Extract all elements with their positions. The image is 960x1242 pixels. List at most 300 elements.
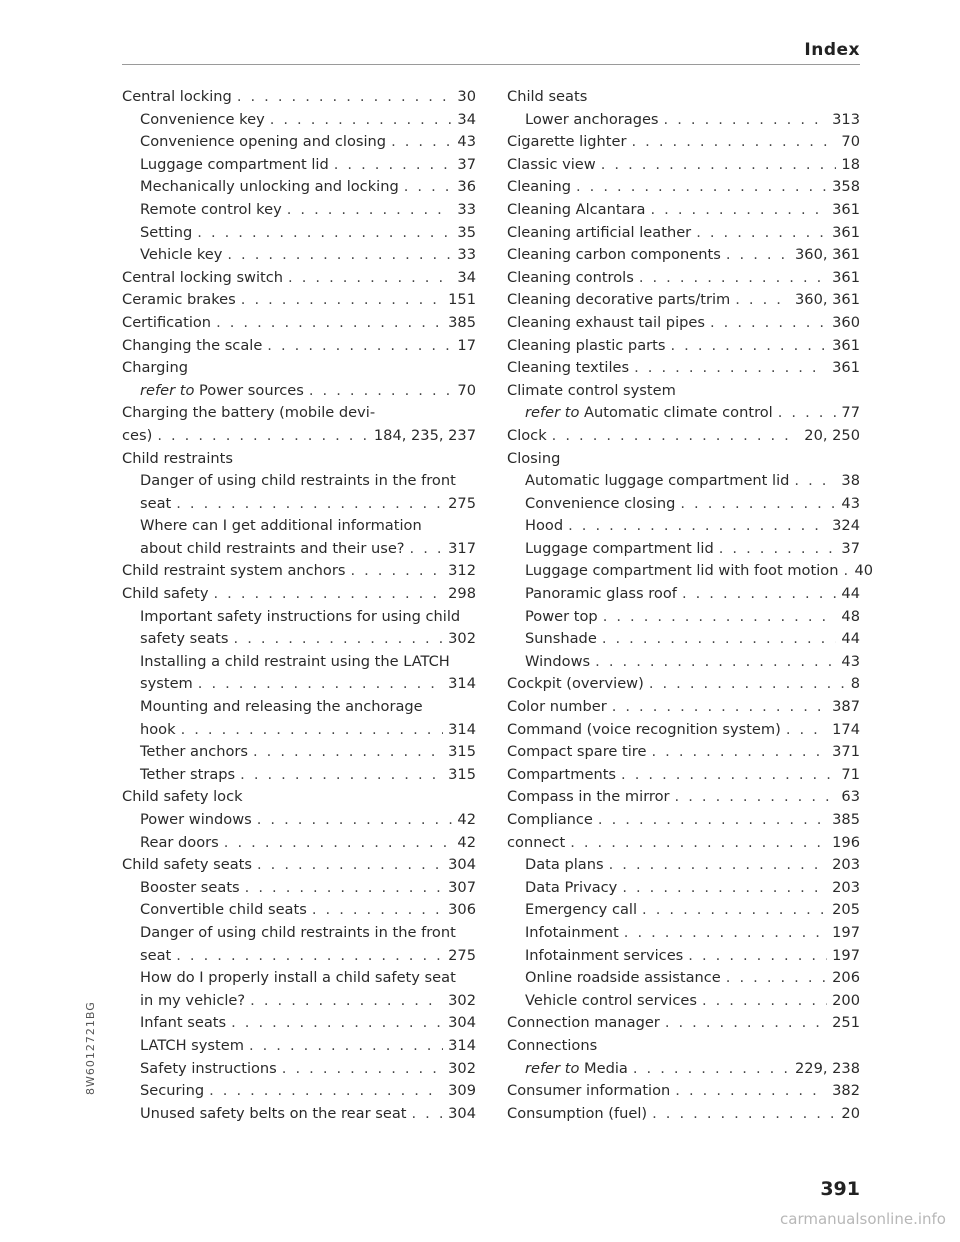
index-subentry	[507, 109, 860, 132]
dot-leader	[719, 538, 837, 561]
index-term: Color number	[507, 698, 607, 716]
dot-leader	[602, 628, 837, 651]
page-reference[interactable]: 174	[832, 720, 860, 738]
index-subentry	[122, 764, 476, 787]
index-term: Securing	[140, 1082, 205, 1100]
index-subentry	[122, 493, 476, 516]
index-subentry	[122, 741, 476, 764]
page-reference[interactable]: 317	[448, 539, 476, 557]
dot-leader	[224, 832, 453, 855]
index-subentry	[122, 131, 476, 154]
dot-leader	[253, 741, 443, 764]
dot-leader	[652, 1103, 836, 1126]
page-reference[interactable]: 302	[448, 991, 476, 1009]
index-heading	[122, 696, 476, 719]
index-term: Compartments	[507, 765, 617, 783]
page-reference[interactable]: 324	[832, 517, 860, 535]
page-reference[interactable]: 361	[832, 359, 860, 377]
index-term: LATCH system	[140, 1036, 244, 1054]
index-term: Compass in the mirror	[507, 788, 670, 806]
index-entry	[122, 335, 476, 358]
index-entry	[122, 854, 476, 877]
page-reference[interactable]: 307	[448, 878, 476, 896]
index-term: Infant seats	[140, 1014, 227, 1032]
index-entry	[507, 673, 860, 696]
dot-leader	[257, 809, 453, 832]
index-term	[140, 380, 304, 403]
index-term: Setting	[140, 223, 193, 241]
index-term: Mechanically unlocking and locking	[140, 178, 399, 196]
dot-leader	[710, 312, 827, 335]
watermark: carmanualsonline.info	[780, 1210, 946, 1228]
index-entry	[507, 357, 860, 380]
page-reference[interactable]: 312	[448, 562, 476, 580]
page-reference[interactable]: 70	[841, 133, 860, 151]
page-reference[interactable]: 298	[448, 585, 476, 603]
index-term: connect	[507, 833, 566, 851]
dot-leader	[552, 425, 800, 448]
index-term: Power top	[525, 607, 598, 625]
index-term: Vehicle control services	[525, 991, 697, 1009]
page-reference[interactable]: 360, 361	[795, 246, 860, 264]
index-subentry	[507, 651, 860, 674]
page-reference[interactable]: 387	[832, 698, 860, 716]
page-reference[interactable]: 371	[832, 743, 860, 761]
index-entry	[507, 131, 860, 154]
page-reference[interactable]: 44	[841, 630, 860, 648]
index-term: Tether anchors	[140, 743, 248, 761]
page-reference[interactable]: 304	[448, 1104, 476, 1122]
index-entry	[507, 1012, 860, 1035]
dot-leader	[250, 990, 443, 1013]
index-term: Cleaning carbon components	[507, 246, 721, 264]
index-subentry	[122, 945, 476, 968]
index-term: Charging the battery (mobile devi-	[122, 404, 376, 422]
index-heading	[122, 606, 476, 629]
index-term: Child safety lock	[122, 788, 243, 806]
page-reference[interactable]: 304	[448, 856, 476, 874]
index-term: safety seats	[140, 630, 229, 648]
index-entry	[507, 176, 860, 199]
index-term: Danger of using child restraints in the front	[140, 923, 456, 941]
refer-to-label: refer to	[525, 1059, 580, 1077]
dot-leader	[288, 267, 452, 290]
page-reference[interactable]: 184, 235, 237	[373, 426, 476, 444]
index-term: seat	[140, 946, 172, 964]
page-reference[interactable]: 203	[832, 878, 860, 896]
dot-leader	[639, 267, 827, 290]
page-reference[interactable]: 309	[448, 1082, 476, 1100]
page-reference[interactable]: 196	[832, 833, 860, 851]
page-reference[interactable]: 77	[841, 404, 860, 422]
page-reference[interactable]: 314	[448, 720, 476, 738]
index-term: Cleaning artificial leather	[507, 223, 692, 241]
page-reference[interactable]: 37	[457, 155, 476, 173]
index-subentry	[122, 719, 476, 742]
dot-leader	[312, 899, 443, 922]
index-term: Automatic luggage compartment lid	[525, 472, 790, 490]
index-heading	[122, 967, 476, 990]
index-term: Data plans	[525, 856, 604, 874]
index-heading	[507, 448, 860, 471]
index-heading	[507, 86, 860, 109]
page-reference[interactable]: 314	[448, 675, 476, 693]
index-term: Convenience key	[140, 110, 265, 128]
dot-leader	[702, 990, 827, 1013]
index-term: hook	[140, 720, 176, 738]
dot-leader	[665, 1012, 827, 1035]
index-subentry	[122, 1080, 476, 1103]
page-number: 391	[820, 1178, 860, 1200]
index-heading	[122, 357, 476, 380]
index-entry	[122, 86, 476, 109]
page-reference[interactable]: 43	[841, 652, 860, 670]
index-heading	[507, 1035, 860, 1058]
page-reference[interactable]: 70	[457, 381, 476, 399]
index-term: Connections	[507, 1036, 598, 1054]
index-subentry	[507, 945, 860, 968]
page-reference[interactable]: 42	[457, 833, 476, 851]
index-subentry	[507, 899, 860, 922]
page-reference[interactable]: 275	[448, 946, 476, 964]
index-term: Online roadside assistance	[525, 969, 721, 987]
dot-leader	[726, 967, 827, 990]
page-reference[interactable]: 197	[832, 946, 860, 964]
dot-leader	[176, 493, 443, 516]
page-reference[interactable]: 385	[448, 313, 476, 331]
page-reference[interactable]: 151	[448, 291, 476, 309]
index-term: Rear doors	[140, 833, 219, 851]
index-term: How do I properly install a child safety seat	[140, 969, 456, 987]
index-subentry	[507, 538, 860, 561]
page-reference[interactable]: 361	[832, 200, 860, 218]
index-subentry	[507, 877, 860, 900]
header-divider	[122, 64, 860, 65]
page-reference[interactable]: 361	[832, 336, 860, 354]
index-term: Consumption (fuel)	[507, 1104, 648, 1122]
index-subentry	[122, 538, 476, 561]
dot-leader	[634, 357, 827, 380]
index-term: Infotainment	[525, 923, 619, 941]
index-entry	[507, 154, 860, 177]
dot-leader	[650, 199, 827, 222]
index-term: Danger of using child restraints in the front	[140, 472, 456, 490]
page-reference[interactable]: 385	[832, 811, 860, 828]
index-entry	[507, 832, 860, 855]
index-entry	[507, 267, 860, 290]
index-subentry	[507, 854, 860, 877]
page-reference[interactable]: 35	[457, 223, 476, 241]
index-term: Lower anchorages	[525, 110, 659, 128]
dot-leader	[570, 832, 827, 855]
index-heading	[122, 402, 476, 425]
index-term: Cleaning exhaust tail pipes	[507, 313, 705, 331]
page-reference[interactable]: 37	[841, 539, 860, 557]
dot-leader	[404, 176, 453, 199]
dot-leader	[309, 380, 453, 403]
page-reference[interactable]: 34	[457, 110, 476, 128]
dot-leader	[213, 583, 443, 606]
dot-leader	[632, 131, 837, 154]
page-reference[interactable]: 197	[832, 923, 860, 941]
index-term: Installing a child restraint using the LATCH	[140, 652, 450, 670]
index-entry	[507, 809, 860, 832]
index-term	[525, 1058, 628, 1081]
dot-leader	[198, 673, 443, 696]
index-term: Child safety	[122, 585, 209, 603]
page-reference[interactable]: 8	[850, 675, 860, 693]
dot-leader	[624, 922, 827, 945]
page-reference[interactable]: 33	[457, 246, 476, 264]
page-reference[interactable]: 40	[854, 562, 874, 580]
index-term: Luggage compartment lid with foot motion	[525, 562, 839, 580]
page-reference[interactable]: 358	[832, 178, 860, 196]
page-reference[interactable]: 48	[841, 607, 860, 625]
page-reference[interactable]: 229, 238	[795, 1059, 860, 1077]
index-subentry	[507, 493, 860, 516]
index-term: Convenience closing	[525, 494, 676, 512]
index-entry	[507, 289, 860, 312]
index-term: Cleaning textiles	[507, 359, 630, 377]
index-subentry	[122, 380, 476, 403]
dot-leader	[334, 154, 453, 177]
index-entry	[507, 786, 860, 809]
dot-leader	[682, 583, 836, 606]
dot-leader	[267, 335, 452, 358]
page-reference[interactable]: 30	[457, 88, 476, 105]
index-subentry	[122, 1103, 476, 1126]
page-reference[interactable]: 17	[457, 336, 476, 354]
index-term: Certification	[122, 313, 212, 331]
page-reference[interactable]: 42	[457, 811, 476, 828]
page-reference[interactable]: 36	[457, 178, 476, 196]
index-term: Unused safety belts on the rear seat	[140, 1104, 407, 1122]
index-term: Safety instructions	[140, 1059, 277, 1077]
page-reference[interactable]: 206	[832, 969, 860, 987]
page-reference[interactable]: 304	[448, 1014, 476, 1032]
index-term: Booster seats	[140, 878, 240, 896]
dot-leader	[633, 1058, 790, 1081]
dot-leader	[209, 1080, 443, 1103]
dot-leader	[181, 719, 444, 742]
page-reference[interactable]: 315	[448, 743, 476, 761]
index-subentry	[122, 176, 476, 199]
index-subentry	[122, 899, 476, 922]
index-term: Convenience opening and closing	[140, 133, 387, 151]
index-entry	[122, 583, 476, 606]
index-term: Important safety instructions for using child	[140, 607, 461, 625]
index-term: Clock	[507, 426, 547, 444]
index-term: Charging	[122, 359, 188, 377]
index-subentry	[507, 470, 860, 493]
dot-leader	[735, 289, 790, 312]
page-reference[interactable]: 34	[457, 268, 476, 286]
dot-leader	[157, 425, 369, 448]
index-term: system	[140, 675, 193, 693]
page-reference[interactable]: 20	[841, 1104, 860, 1122]
index-term: in my vehicle?	[140, 991, 246, 1009]
dot-leader	[726, 244, 790, 267]
page-reference[interactable]: 315	[448, 765, 476, 783]
index-heading	[122, 470, 476, 493]
dot-leader	[598, 809, 827, 832]
page-reference[interactable]: 20, 250	[804, 426, 860, 444]
index-term: Compact spare tire	[507, 743, 647, 761]
dot-leader	[651, 741, 827, 764]
page-reference[interactable]: 18	[841, 155, 860, 173]
dot-leader	[568, 515, 827, 538]
page-reference[interactable]: 43	[841, 494, 860, 512]
dot-leader	[664, 109, 828, 132]
index-term: Vehicle key	[140, 246, 223, 264]
dot-leader	[622, 877, 827, 900]
index-entry	[507, 425, 860, 448]
index-heading	[122, 448, 476, 471]
index-subentry	[507, 560, 874, 583]
page-reference[interactable]: 306	[448, 901, 476, 919]
index-term: Central locking switch	[122, 268, 284, 286]
index-entry	[507, 222, 860, 245]
index-term-text: Media	[584, 1059, 628, 1077]
index-term: Command (voice recognition system)	[507, 720, 781, 738]
index-term: Data Privacy	[525, 878, 618, 896]
index-subentry	[122, 199, 476, 222]
dot-leader	[216, 312, 443, 335]
dot-leader	[609, 854, 828, 877]
page-reference[interactable]: 71	[841, 765, 860, 783]
page-reference[interactable]: 361	[832, 268, 860, 286]
dot-leader	[595, 651, 836, 674]
index-subentry	[507, 583, 860, 606]
dot-leader	[410, 538, 444, 561]
dot-leader	[688, 945, 827, 968]
page-reference[interactable]: 275	[448, 494, 476, 512]
dot-leader	[240, 764, 443, 787]
dot-leader	[696, 222, 827, 245]
page-reference[interactable]: 382	[832, 1082, 860, 1100]
page-reference[interactable]: 43	[457, 133, 476, 151]
dot-leader	[350, 560, 443, 583]
page-reference[interactable]: 33	[457, 200, 476, 218]
index-term: Child restraints	[122, 449, 234, 467]
page-reference[interactable]: 251	[832, 1014, 860, 1032]
index-term: Convertible child seats	[140, 901, 307, 919]
index-heading	[507, 380, 860, 403]
index-term: Luggage compartment lid	[140, 155, 329, 173]
dot-leader	[176, 945, 443, 968]
index-entry	[122, 425, 476, 448]
dot-leader	[649, 673, 846, 696]
page-reference[interactable]: 313	[832, 110, 860, 128]
index-heading	[122, 786, 476, 809]
index-subentry	[122, 1035, 476, 1058]
index-term: about child restraints and their use?	[140, 539, 405, 557]
index-entry	[507, 244, 860, 267]
index-entry	[507, 199, 860, 222]
index-heading	[122, 651, 476, 674]
page-reference[interactable]: 314	[448, 1036, 476, 1054]
index-term: Where can I get additional information	[140, 517, 422, 535]
index-entry	[507, 1103, 860, 1126]
page-reference[interactable]: 200	[832, 991, 860, 1009]
index-subentry	[507, 402, 860, 425]
dot-leader	[601, 154, 837, 177]
index-entry	[507, 312, 860, 335]
dot-leader	[241, 289, 443, 312]
index-term: Cleaning plastic parts	[507, 336, 666, 354]
page-reference[interactable]: 63	[841, 788, 860, 806]
index-entry	[507, 719, 860, 742]
index-subentry	[122, 673, 476, 696]
dot-leader	[234, 628, 444, 651]
index-subentry	[122, 1012, 476, 1035]
page-reference[interactable]: 302	[448, 1059, 476, 1077]
page-reference[interactable]: 302	[448, 630, 476, 648]
page-reference[interactable]: 360	[832, 313, 860, 331]
index-term: Ceramic brakes	[122, 291, 236, 309]
dot-leader	[786, 719, 827, 742]
refer-to-label: refer to	[525, 404, 580, 422]
page-reference[interactable]: 38	[841, 472, 860, 490]
index-entry	[507, 741, 860, 764]
index-entry	[122, 289, 476, 312]
index-column-left	[122, 86, 476, 1125]
dot-leader	[778, 402, 837, 425]
index-entry	[507, 764, 860, 787]
index-term: Infotainment services	[525, 946, 684, 964]
index-subentry	[507, 628, 860, 651]
page-reference[interactable]: 203	[832, 856, 860, 874]
index-column-right	[507, 86, 874, 1125]
index-subentry	[507, 990, 860, 1013]
index-term: Cigarette lighter	[507, 133, 627, 151]
index-term-text: Power sources	[199, 381, 304, 399]
dot-leader	[680, 493, 836, 516]
index-term: Cockpit (overview)	[507, 675, 644, 693]
index-entry	[122, 312, 476, 335]
index-subentry	[122, 832, 476, 855]
index-term: Central locking	[122, 88, 232, 105]
index-term: Changing the scale	[122, 336, 263, 354]
page-reference[interactable]: 360, 361	[795, 291, 860, 309]
page-reference[interactable]: 205	[832, 901, 860, 919]
index-term	[525, 402, 773, 425]
dot-leader	[257, 854, 443, 877]
dot-leader	[576, 176, 827, 199]
index-subentry	[122, 109, 476, 132]
index-term: ces)	[122, 426, 153, 444]
page-reference[interactable]: 361	[832, 223, 860, 241]
index-term: Sunshade	[525, 630, 597, 648]
index-subentry	[507, 515, 860, 538]
dot-leader	[245, 877, 443, 900]
index-subentry	[507, 606, 860, 629]
dot-leader	[282, 1058, 443, 1081]
index-term: Cleaning	[507, 178, 571, 196]
index-term: Compliance	[507, 811, 593, 828]
index-term-text: Automatic climate control	[584, 404, 773, 422]
index-subentry	[122, 809, 476, 832]
dot-leader	[670, 335, 827, 358]
dot-leader	[411, 1103, 443, 1126]
index-entry	[507, 1080, 860, 1103]
index-term: Child safety seats	[122, 856, 252, 874]
dot-leader	[287, 199, 453, 222]
page-reference[interactable]: 44	[841, 585, 860, 603]
index-term: seat	[140, 494, 172, 512]
index-term: Child seats	[507, 88, 588, 105]
index-entry	[507, 335, 860, 358]
